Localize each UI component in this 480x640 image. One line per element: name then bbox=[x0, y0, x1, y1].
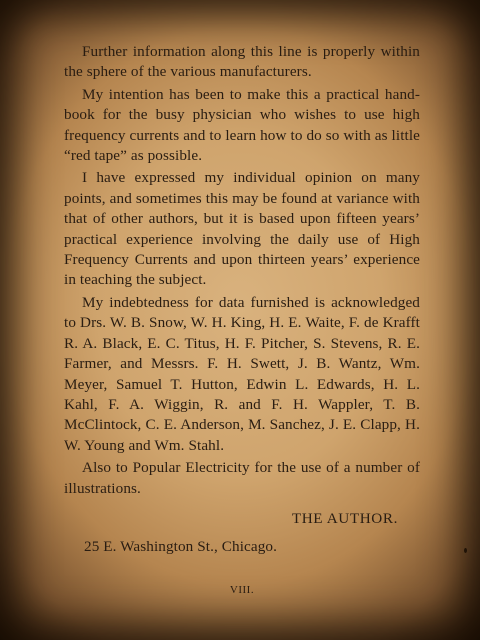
paragraph: My indebtedness for data furnished is acknowledged to Drs. W. B. Snow, W. H. King, H. E. Waite, F. de Krafft R. A. Black, E. C. Titus, H. F. Pitcher, S. Stevens, R. E. Farmer, and Messrs. F. H. Swett, J. B. Wantz, Wm. Meyer, Samuel T. Hutton, Edwin L. Edwards, H. L. Kahl, F. A. Wiggin, R. and F. H. Wappler, T. B. McClintock, C. E. Anderson, M. Sanchez, J. E. Clapp, H. W. Young and Wm. Stahl. bbox=[64, 293, 420, 454]
paragraph: My intention has been to make this a practical hand-book for the busy physician who wishes to use high frequency currents and to learn how to do so with as little “red tape” as possible. bbox=[64, 85, 420, 165]
author-signature: THE AUTHOR. bbox=[291, 509, 398, 527]
paragraph: I have expressed my individual opinion on many points, and sometimes this may be found at variance with that of other authors, but it is based upon fifteen years’ practical experience involving the daily use of High Frequency Currents and upon thirteen years’ experience in teaching the subject. bbox=[64, 169, 420, 289]
paragraph: Also to Popular Electricity for the use of a number of illustrations. bbox=[64, 459, 420, 497]
paragraph: Further information along this line is properly within the sphere of the various manufacturers. bbox=[64, 43, 420, 81]
paper-speck bbox=[464, 548, 467, 553]
page-number: VIII. bbox=[229, 583, 255, 596]
author-address: 25 E. Washington St., Chicago. bbox=[84, 538, 278, 556]
page-text-block bbox=[64, 42, 420, 600]
